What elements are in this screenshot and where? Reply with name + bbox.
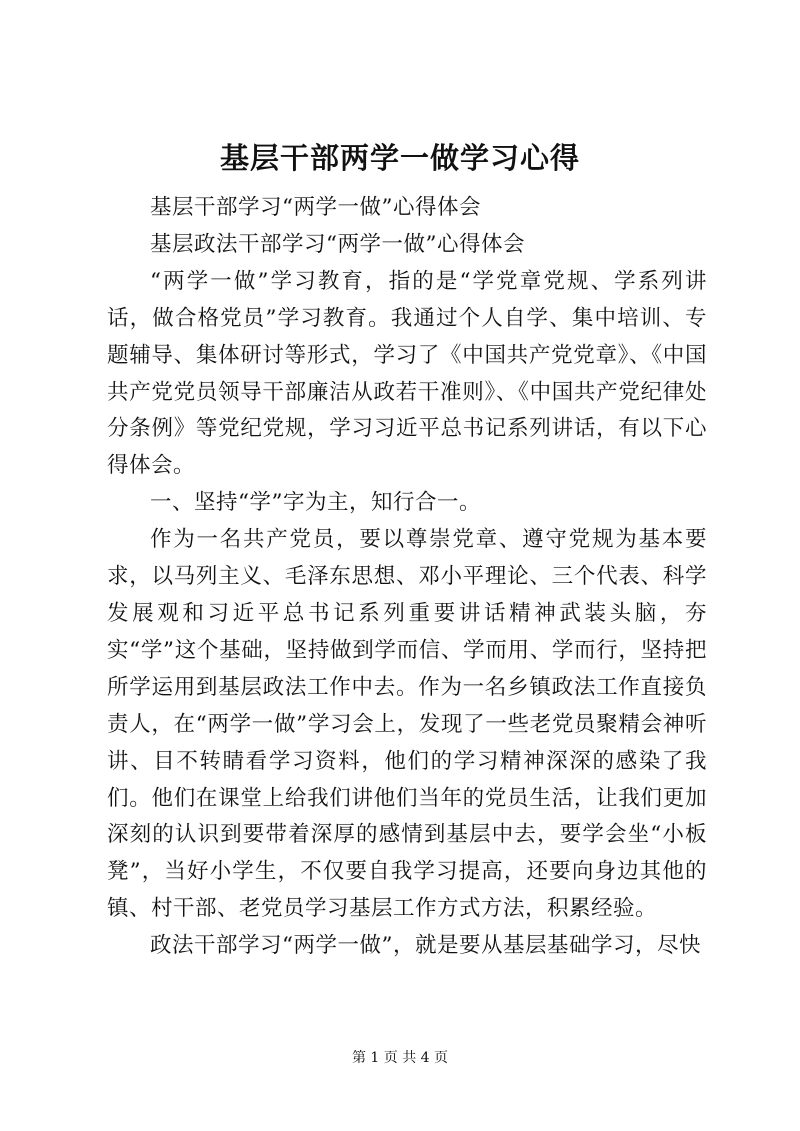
page-footer: 第 1 页 共 4 页: [351, 1050, 449, 1066]
paragraph-subtitle-1: 基层干部学习“两学一做”心得体会: [150, 195, 481, 220]
document-body: [107, 190, 707, 965]
page-title: 基层干部两学一做学习心得: [219, 141, 580, 175]
paragraph-continued: 政法干部学习“两学一做”，就是要从基层基础学习，尽快: [150, 933, 701, 959]
section-heading-1: 一、坚持“学”字为主，知行合一。: [150, 490, 481, 516]
paragraph-subtitle-2: 基层政法干部学习“两学一做”心得体会: [150, 231, 525, 257]
paragraph-intro: “两学一做”学习教育，指的是“学党章党规、学系列讲话，做合格党员”学习教育。我通过个人自学、集中培训、专题辅导、集体研讨等形式，学习了《中国共产党党章》、《中国共产党党员领导干部廉洁从政若干准则》、《中国共产党纪律处分条例》等党纪党规，学习习近平总书记系列讲话，有以下心得体会。: [107, 268, 707, 479]
paragraph-section-1: 作为一名共产党员，要以尊崇党章、遵守党规为基本要求，以马列主义、毛泽东思想、邓小平理论、三个代表、科学发展观和习近平总书记系列重要讲话精神武装头脑，夯实“学”这个基础，坚持做到学而信、学而用、学而行，坚持把所学运用到基层政法工作中去。作为一名乡镇政法工作直接负责人，在“两学一做”学习会上，发现了一些老党员聚精会神听讲、目不转睛看学习资料，他们的学习精神深深的感染了我们。他们在课堂上给我们讲他们当年的党员生活，让我们更加深刻的认识到要带着深厚的感情到基层中去，要学会坐“小板凳”，当好小学生，不仅要自我学习提高，还要向身边其他的镇、村干部、老党员学习基层工作方式方法，积累经验。: [107, 527, 707, 922]
